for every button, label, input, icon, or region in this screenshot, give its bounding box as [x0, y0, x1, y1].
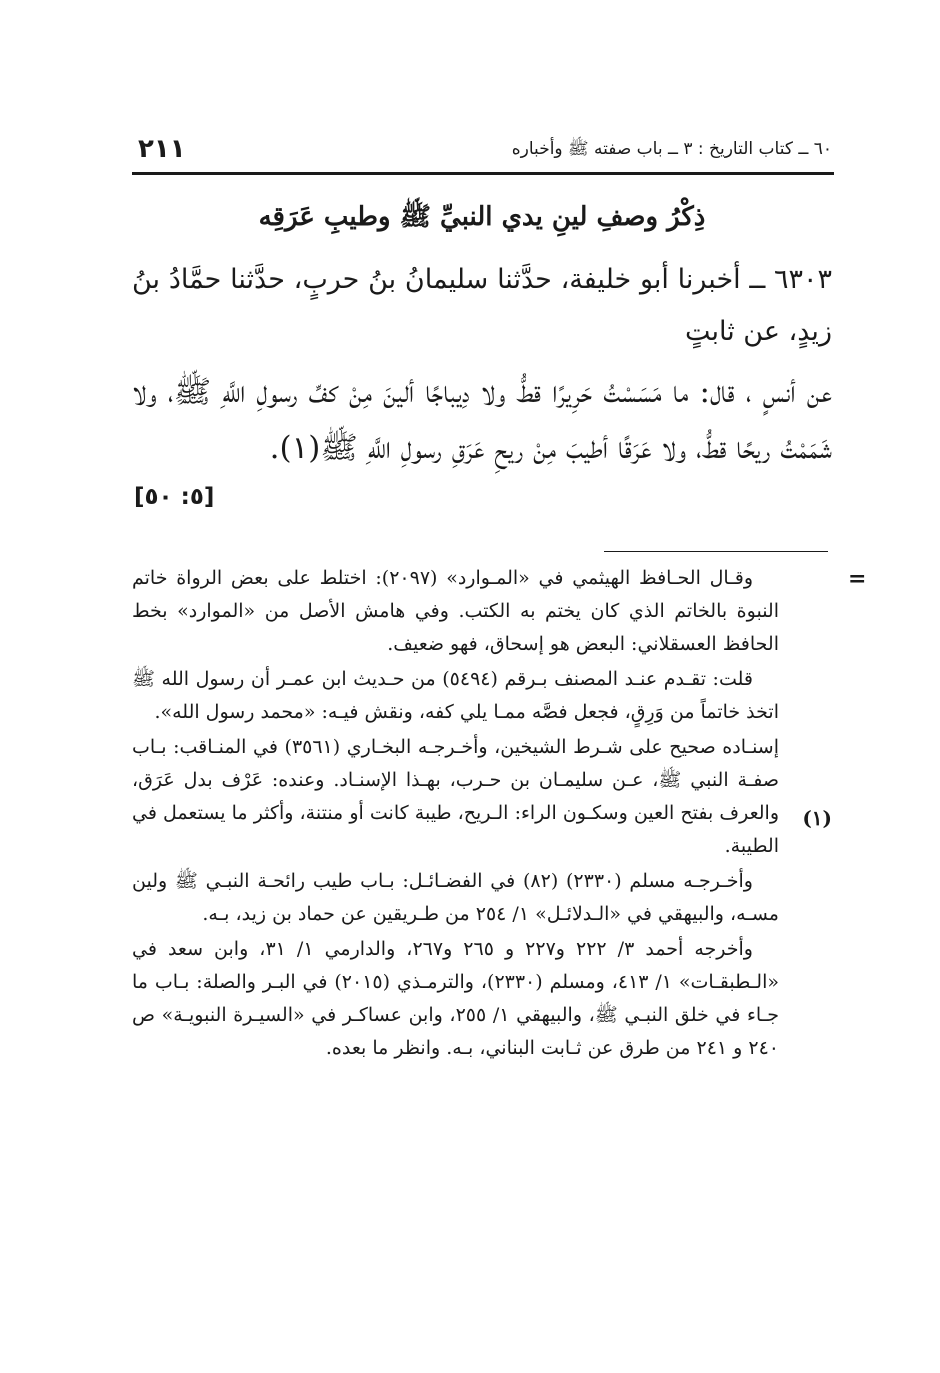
chapter-title: ذِكْرُ وصفِ لينِ يدي النبيِّ ﷺ وطيبِ عَرَقِه: [258, 202, 706, 232]
source-reference: [٥: ٥٠]: [134, 484, 215, 510]
header-rule: [132, 172, 834, 175]
hadith-isnad: ٦٣٠٣ ــ أخبرنا أبو خليفة، حدَّثنا سليمانُ بنُ حربٍ، حدَّثنا حمَّادُ بنُ زيدٍ، عن ثابتٍ: [132, 264, 832, 347]
footnotes: [132, 562, 779, 1067]
footnote-continued-paragraph: قلت: تقـدم عنـد المصنف بـرقم (٥٤٩٤) من حـديث ابن عمـر أن رسول الله ﷺ اتخذ خاتماً من وَرِقٍ، فجعل فصَّه ممـا يلي كفه، ونقش فيـه: «محمد رسول الله».: [132, 668, 779, 723]
footnote-1-paragraph: إسنـاده صحيح على شـرط الشيخين، وأخـرجـه البخـاري (٣٥٦١) في المنـاقب: بـاب صفـة النبي ﷺ، عـن سليمـان بن حـرب، بهـذا الإسنـاد. وعنده: عَرْف بدل عَرَق، والعرف بفتح العين وسكـون الراء: الـريح، طيبة كانت أو منتنة، وأكثر ما يستعمل في الطيبة.: [132, 736, 780, 857]
footnote-1-marker: (١): [802, 806, 832, 830]
footnote-continued-paragraph: وقـال الحـافظ الهيثمي في «المـوارد» (٢٠٩٧): اختلط على بعض الرواة خاتم النبوة بالخاتم الذي كان يختم به الكتب. وفي هامش الأصل من «الموارد» بخط الحافظ العسقلاني: البعض هو إسحاق، فهو ضعيف.: [132, 567, 779, 655]
footnote-separator: [604, 551, 828, 552]
footnote-1-paragraph: وأخرجه أحمد ٣/ ٢٢٢ و٢٢٧ و ٢٦٥ و٢٦٧، والدارمي ١/ ٣١، وابن سعد في «الـطبقـات» ١/ ٤١٣، ومسلم (٢٣٣٠)، والترمـذي (٢٠١٥) في البـر والصلة: بـاب ما جـاء في خلق النبـي ﷺ، والبيهقي ١/ ٢٥٥، وابن عساكـر في «السيـرة النبويـة» ص ٢٤٠ و ٢٤١ من طرق عن ثـابت البناني، بـه. وانظر ما بعده.: [132, 938, 779, 1059]
footnote-1-paragraph: وأخـرجـه مسلم (٢٣٣٠) (٨٢) في الفضـائـل: بـاب طيب رائحـة النبـي ﷺ ولين مسـه، والبيهقي في «الـدلائـل» ١/ ٢٥٤ من طـريقين عن حماد بن زيد، بـه.: [132, 870, 779, 925]
running-title: ٦٠ ــ كتاب التاريخ : ٣ ــ باب صفته ﷺ وأخباره: [511, 139, 832, 159]
footnote-continuation-mark: =: [848, 566, 867, 592]
page-header: [132, 134, 832, 170]
page-number: ٢١١: [138, 134, 186, 164]
hadith-matn: عن أنسٍ ، قال: ما مَسَسْتُ حَرِيرًا قطُّ ولا دِيباجًا ألينَ مِنْ كفِّ رسولِ اللَّهِ ﷺ، ولا شَمَمْتُ ريحًا قطُّ، ولا عَرَقًا أطيبَ مِنْ ريحِ عَرَقِ رسولِ اللَّهِ ﷺ(١).: [132, 374, 832, 466]
